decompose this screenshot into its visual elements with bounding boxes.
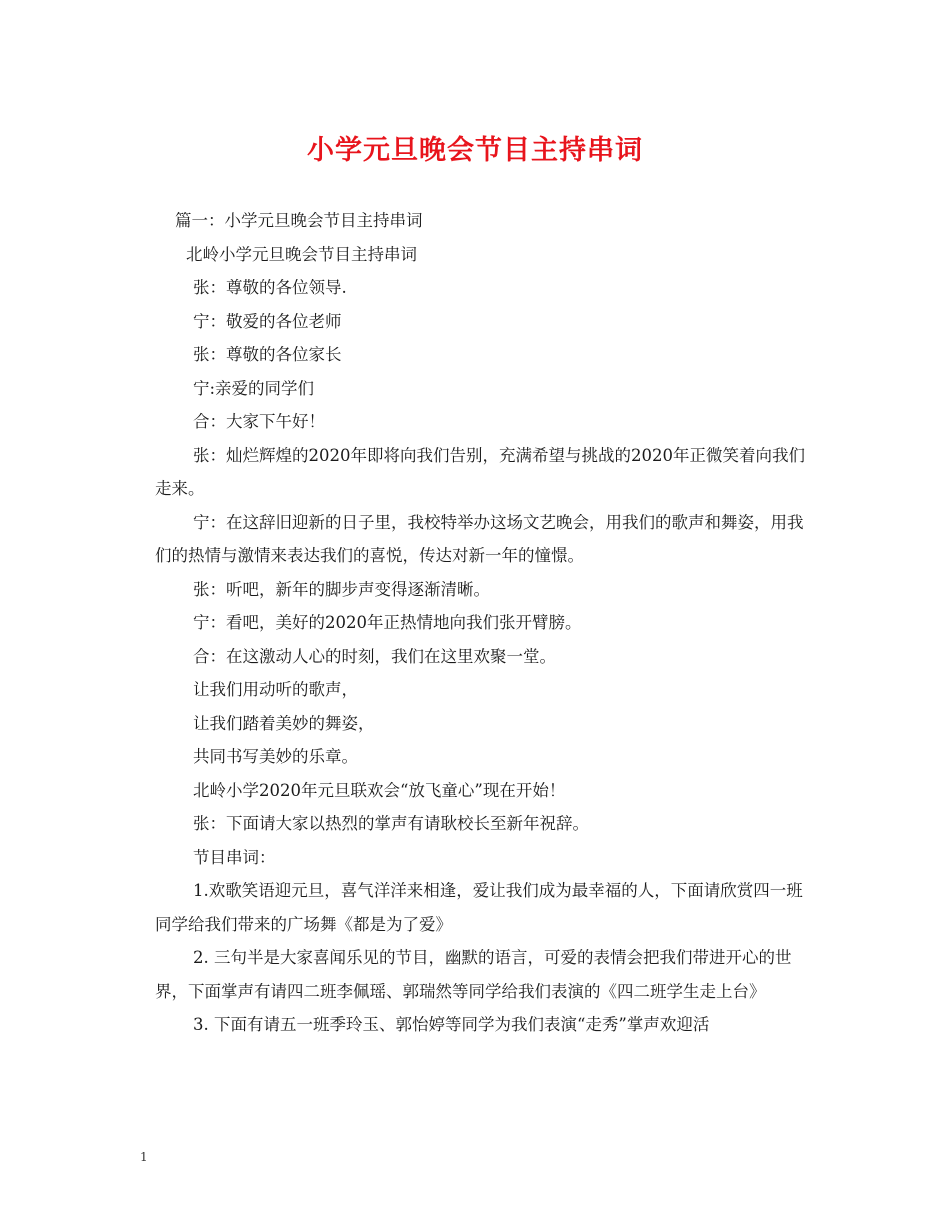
paragraph: 张：尊敬的各位家长 bbox=[193, 345, 342, 364]
paragraph: 让我们踏着美妙的舞姿， bbox=[193, 713, 375, 733]
paragraph: 合：大家下午好！ bbox=[193, 412, 325, 431]
paragraph: 宁:亲爱的同学们 bbox=[193, 378, 315, 398]
paragraph: 节目串词： bbox=[193, 847, 276, 867]
paragraph: 宁：在这辞旧迎新的日子里，我校特举办这场文艺晚会，用我们的歌声和舞姿，用我们的热情与激情来表达我们的喜悦，传达对新一年的憧憬。 bbox=[155, 512, 804, 565]
paragraph: 让我们用动听的歌声， bbox=[193, 680, 358, 699]
paragraph: 北岭小学元旦晚会节目主持串词 bbox=[186, 244, 417, 264]
paragraph: 张：灿烂辉煌的2020年即将向我们告别，充满希望与挑战的2020年正微笑着向我们走来。 bbox=[155, 445, 805, 498]
page-number: 1 bbox=[140, 1150, 148, 1164]
paragraph: 张：听吧，新年的脚步声变得逐渐清晰。 bbox=[193, 579, 490, 599]
paragraph: 张：尊敬的各位领导. bbox=[193, 278, 347, 297]
paragraph: 宁：看吧，美好的2020年正热情地向我们张开臂膀。 bbox=[193, 613, 582, 632]
document-body bbox=[155, 204, 815, 1042]
document-title: 小学元旦晚会节目主持串词 bbox=[307, 135, 643, 166]
paragraph: 3. 下面有请五一班季玲玉、郭怡婷等同学为我们表演“走秀”掌声欢迎活 bbox=[193, 1015, 710, 1034]
paragraph: 共同书写美妙的乐章。 bbox=[193, 747, 358, 766]
paragraph: 合：在这激动人心的时刻，我们在这里欢聚一堂。 bbox=[193, 646, 556, 666]
paragraph: 北岭小学2020年元旦联欢会“放飞童心”现在开始！ bbox=[193, 780, 566, 800]
paragraph: 1.欢歌笑语迎元旦，喜气洋洋来相逢，爱让我们成为最幸福的人，下面请欣赏四一班同学给我们带来的广场舞《都是为了爱》 bbox=[155, 881, 803, 934]
paragraph: 张：下面请大家以热烈的掌声有请耿校长至新年祝辞。 bbox=[193, 814, 589, 833]
paragraph: 2. 三句半是大家喜闻乐见的节目，幽默的语言，可爱的表情会把我们带进开心的世界，下面掌声有请四二班李佩瑶、郭瑞然等同学给我们表演的《四二班学生走上台》 bbox=[155, 948, 792, 1001]
paragraph: 宁：敬爱的各位老师 bbox=[193, 311, 342, 331]
paragraph: 篇一：小学元旦晚会节目主持串词 bbox=[175, 211, 423, 230]
